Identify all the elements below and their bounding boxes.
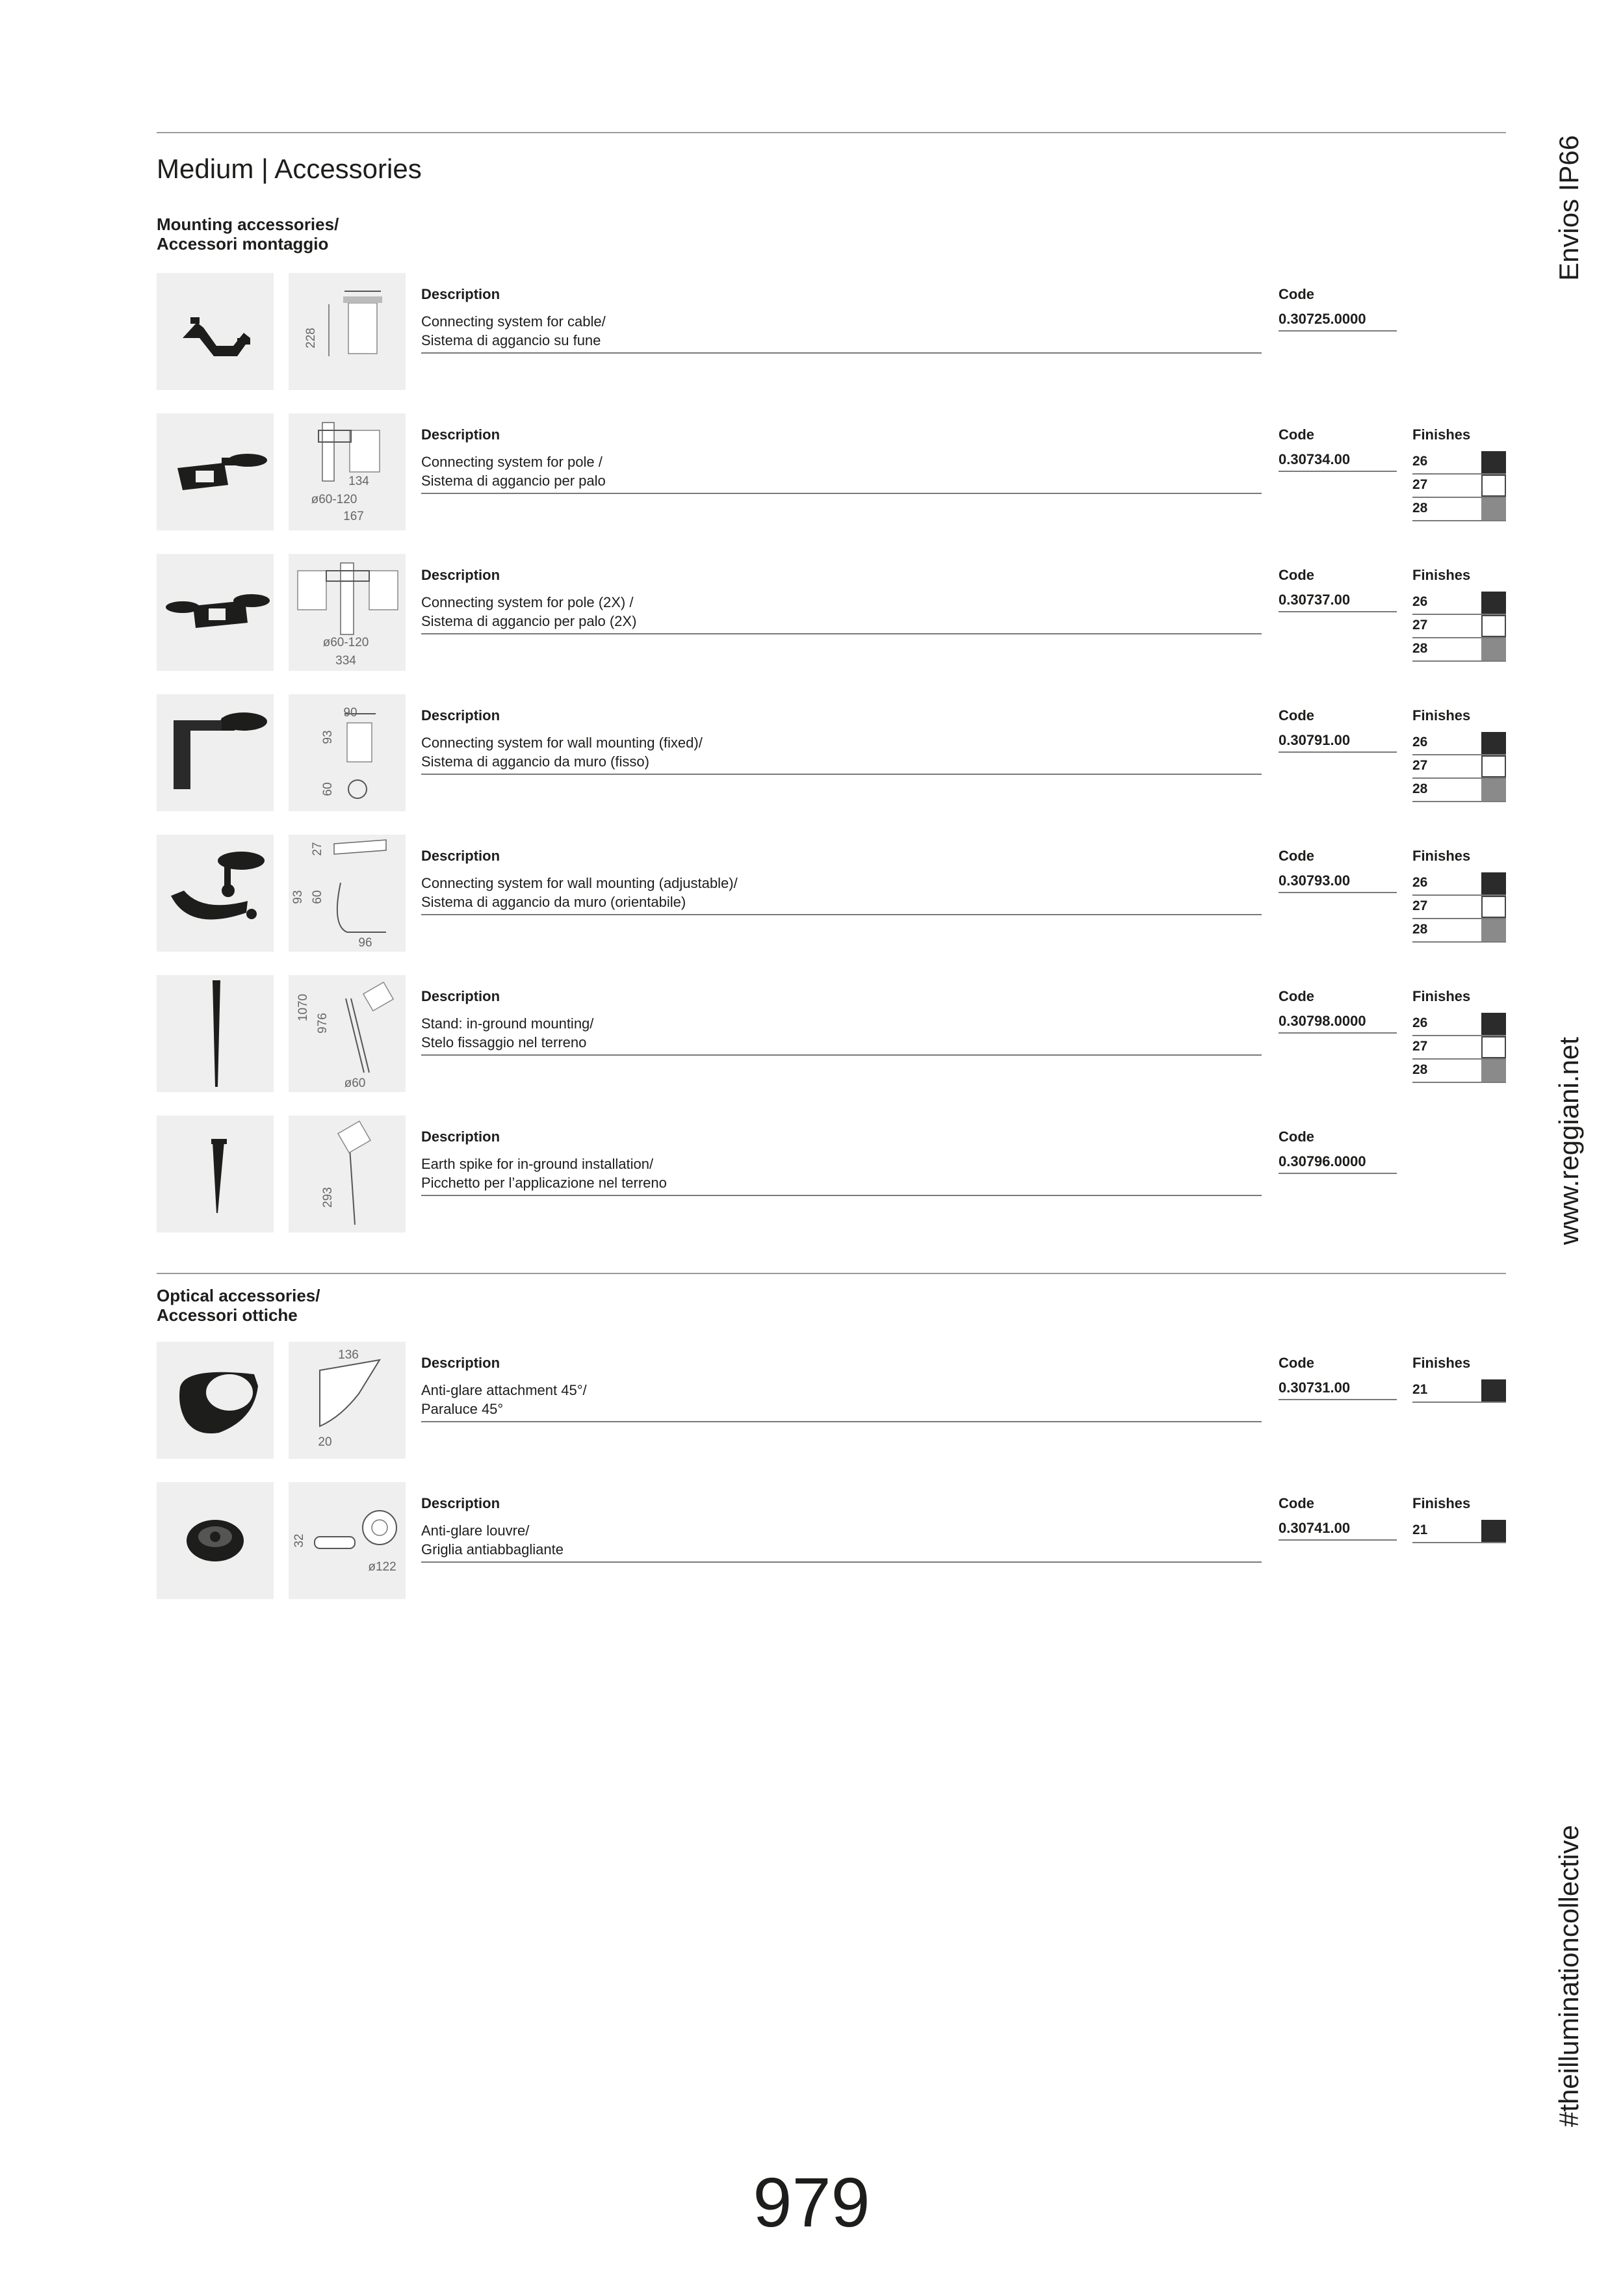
finish-option [1412, 919, 1506, 943]
code-label: Code [1279, 286, 1314, 302]
product-code: 0.30793.00 [1279, 872, 1397, 893]
description-en: Connecting system for wall mounting (fixed)/ [421, 735, 703, 751]
product-code: 0.30734.00 [1279, 451, 1397, 472]
finishes-list [1412, 872, 1506, 943]
description-label: Description [421, 1355, 500, 1371]
dimension-label: 20 [318, 1435, 332, 1449]
description-it: Stelo fissaggio nel terreno [421, 1034, 587, 1050]
code-label: Code [1279, 1355, 1314, 1371]
description-label: Description [421, 1128, 500, 1145]
dimension-label: ø60-120 [311, 493, 357, 506]
dimension-label: 976 [316, 1013, 330, 1034]
wall-bracket-fixed-icon [157, 694, 274, 811]
dimension-label: ø60 [344, 1076, 366, 1090]
finish-swatch [1481, 755, 1506, 777]
dimension-label: 134 [348, 475, 369, 488]
finish-swatch [1481, 615, 1506, 637]
code-label: Code [1279, 848, 1314, 864]
drawing-svg [289, 273, 406, 390]
product-description [421, 874, 1262, 915]
dimension-label: ø122 [368, 1560, 396, 1574]
finish-option [1412, 592, 1506, 615]
section-title-line: Accessori ottiche [157, 1305, 298, 1325]
finishes-label: Finishes [1412, 1495, 1471, 1511]
dimension-label: 136 [338, 1348, 359, 1362]
description-label: Description [421, 988, 500, 1004]
section-rule [157, 1273, 1506, 1274]
finish-option [1412, 732, 1506, 755]
description-it: Paraluce 45° [421, 1401, 504, 1417]
finishes-label: Finishes [1412, 707, 1471, 724]
finish-option [1412, 475, 1506, 498]
double-pole-connector-icon [157, 554, 274, 671]
section-title-optical [157, 1286, 320, 1325]
product-row [157, 273, 1506, 390]
product-row [157, 413, 1506, 530]
product-photo [157, 1115, 274, 1233]
product-photo [157, 835, 274, 952]
drawing-svg [289, 975, 406, 1092]
finishes-list [1412, 451, 1506, 521]
page-number: 979 [753, 2163, 870, 2241]
finish-option [1412, 1379, 1506, 1403]
description-en: Anti-glare louvre/ [421, 1522, 530, 1539]
description-label: Description [421, 286, 500, 302]
ground-stand-icon [157, 975, 274, 1092]
wall-bracket-adjustable-icon [157, 835, 274, 952]
code-label: Code [1279, 707, 1314, 724]
product-photo [157, 975, 274, 1092]
drawing-svg [289, 413, 406, 530]
finish-code: 26 [1412, 875, 1428, 890]
dimension-label: 228 [304, 328, 318, 348]
finish-option [1412, 1013, 1506, 1036]
finish-code: 28 [1412, 501, 1428, 515]
description-it: Sistema di aggancio per palo (2X) [421, 613, 637, 629]
product-photo [157, 413, 274, 530]
finish-swatch [1481, 896, 1506, 918]
product-photo [157, 554, 274, 671]
section-title-line: Optical accessories/ [157, 1286, 320, 1305]
code-label: Code [1279, 567, 1314, 583]
product-row [157, 975, 1506, 1092]
sidebar-product-line: Envios IP66 [1553, 135, 1584, 281]
finishes-label: Finishes [1412, 848, 1471, 864]
drawing-svg [289, 694, 406, 811]
finish-swatch [1481, 498, 1506, 520]
technical-drawing [289, 1482, 406, 1599]
drawing-svg [289, 1115, 406, 1233]
finish-code: 21 [1412, 1522, 1428, 1537]
product-description [421, 452, 1262, 494]
finish-code: 28 [1412, 781, 1428, 796]
product-description [421, 733, 1262, 775]
finish-option [1412, 451, 1506, 475]
finish-code: 27 [1412, 898, 1428, 913]
finishes-list [1412, 732, 1506, 802]
dimension-label: 32 [292, 1533, 306, 1548]
pole-connector-icon [157, 413, 274, 530]
code-label: Code [1279, 1128, 1314, 1145]
sidebar-website[interactable]: www.reggiani.net [1553, 1037, 1584, 1245]
technical-drawing [289, 273, 406, 390]
finish-option [1412, 755, 1506, 779]
dimension-label: 27 [311, 842, 324, 856]
finishes-list [1412, 1520, 1506, 1543]
finish-swatch [1481, 1036, 1506, 1058]
finish-option [1412, 1060, 1506, 1083]
dimension-label: 60 [321, 782, 335, 796]
description-en: Anti-glare attachment 45°/ [421, 1382, 587, 1398]
finish-swatch [1481, 592, 1506, 614]
finish-swatch [1481, 872, 1506, 894]
finish-code: 26 [1412, 594, 1428, 609]
technical-drawing [289, 975, 406, 1092]
finish-swatch [1481, 919, 1506, 941]
dimension-label: 93 [321, 730, 335, 744]
code-label: Code [1279, 1495, 1314, 1511]
finish-swatch [1481, 451, 1506, 473]
dimension-label: 293 [321, 1187, 335, 1208]
section-title-line: Mounting accessories/ [157, 215, 339, 234]
finish-swatch [1481, 1060, 1506, 1082]
product-description [421, 1521, 1262, 1563]
dimension-label: 96 [358, 936, 372, 950]
dimension-label: 1070 [296, 993, 310, 1022]
product-photo [157, 1342, 274, 1459]
section-title-line: Accessori montaggio [157, 234, 329, 254]
product-row [157, 1482, 1506, 1599]
finish-option [1412, 896, 1506, 919]
finish-swatch [1481, 779, 1506, 801]
product-row [157, 554, 1506, 671]
finishes-label: Finishes [1412, 426, 1471, 443]
dimension-label: 90 [343, 706, 357, 720]
finish-option [1412, 1520, 1506, 1543]
finish-swatch [1481, 732, 1506, 754]
description-it: Sistema di aggancio da muro (orientabile) [421, 894, 686, 910]
finishes-label: Finishes [1412, 988, 1471, 1004]
product-photo [157, 273, 274, 390]
description-label: Description [421, 426, 500, 443]
finish-code: 27 [1412, 758, 1428, 773]
sidebar-hashtag: #theilluminationcollective [1553, 1825, 1584, 2127]
finishes-label: Finishes [1412, 1355, 1471, 1371]
finishes-label: Finishes [1412, 567, 1471, 583]
description-en: Connecting system for pole / [421, 454, 603, 470]
product-photo [157, 694, 274, 811]
description-label: Description [421, 1495, 500, 1511]
finish-code: 21 [1412, 1382, 1428, 1397]
section-title-mounting [157, 215, 339, 254]
dimension-label: 334 [335, 654, 356, 668]
product-description [421, 593, 1262, 634]
finish-code: 26 [1412, 735, 1428, 750]
product-photo [157, 1482, 274, 1599]
finish-option [1412, 779, 1506, 802]
product-row [157, 1342, 1506, 1459]
finish-code: 27 [1412, 1039, 1428, 1054]
description-en: Stand: in-ground mounting/ [421, 1015, 594, 1032]
finish-code: 28 [1412, 1062, 1428, 1077]
product-code: 0.30798.0000 [1279, 1013, 1397, 1034]
technical-drawing [289, 1115, 406, 1233]
anti-glare-louvre-icon [157, 1482, 274, 1599]
finish-swatch [1481, 1520, 1506, 1542]
product-row [157, 1115, 1506, 1233]
finish-swatch [1481, 1013, 1506, 1035]
technical-drawing [289, 694, 406, 811]
product-description [421, 1155, 1262, 1196]
finish-code: 26 [1412, 1015, 1428, 1030]
product-code: 0.30791.00 [1279, 732, 1397, 753]
description-it: Sistema di aggancio per palo [421, 473, 606, 489]
technical-drawing [289, 413, 406, 530]
dimension-label: 60 [311, 890, 324, 904]
finish-swatch [1481, 638, 1506, 660]
product-code: 0.30796.0000 [1279, 1153, 1397, 1174]
product-code: 0.30731.00 [1279, 1379, 1397, 1400]
description-en: Earth spike for in-ground installation/ [421, 1156, 654, 1172]
dimension-label: 93 [291, 890, 305, 904]
finishes-list [1412, 1379, 1506, 1403]
finish-code: 27 [1412, 477, 1428, 492]
drawing-svg [289, 1342, 406, 1459]
drawing-svg [289, 1482, 406, 1599]
product-code: 0.30725.0000 [1279, 311, 1397, 332]
finish-option [1412, 872, 1506, 896]
description-label: Description [421, 567, 500, 583]
earth-spike-icon [157, 1115, 274, 1233]
finishes-list [1412, 592, 1506, 662]
description-en: Connecting system for cable/ [421, 313, 606, 330]
technical-drawing [289, 1342, 406, 1459]
description-label: Description [421, 848, 500, 864]
finish-code: 28 [1412, 641, 1428, 656]
product-description [421, 1014, 1262, 1056]
description-label: Description [421, 707, 500, 724]
top-rule [157, 132, 1506, 133]
finish-code: 26 [1412, 454, 1428, 469]
finish-code: 28 [1412, 922, 1428, 937]
description-it: Sistema di aggancio da muro (fisso) [421, 753, 649, 770]
product-row [157, 694, 1506, 811]
dimension-label: ø60-120 [322, 636, 369, 649]
description-en: Connecting system for wall mounting (adjustable)/ [421, 875, 738, 891]
technical-drawing [289, 835, 406, 952]
product-code: 0.30741.00 [1279, 1520, 1397, 1541]
finish-code: 27 [1412, 618, 1428, 633]
cable-connector-icon [157, 273, 274, 390]
anti-glare-attachment-icon [157, 1342, 274, 1459]
finish-option [1412, 638, 1506, 662]
drawing-svg [289, 835, 406, 952]
finish-swatch [1481, 1379, 1506, 1402]
technical-drawing [289, 554, 406, 671]
product-description [421, 1381, 1262, 1422]
product-code: 0.30737.00 [1279, 592, 1397, 612]
page-title: Medium | Accessories [157, 153, 422, 184]
dimension-label: 167 [343, 510, 364, 523]
finishes-list [1412, 1013, 1506, 1083]
finish-option [1412, 1036, 1506, 1060]
description-it: Sistema di aggancio su fune [421, 332, 601, 348]
finish-swatch [1481, 475, 1506, 497]
description-it: Picchetto per l’applicazione nel terreno [421, 1175, 667, 1191]
finish-option [1412, 615, 1506, 638]
product-description [421, 312, 1262, 354]
code-label: Code [1279, 988, 1314, 1004]
product-row [157, 835, 1506, 952]
code-label: Code [1279, 426, 1314, 443]
description-it: Griglia antiabbagliante [421, 1541, 564, 1558]
finish-option [1412, 498, 1506, 521]
description-en: Connecting system for pole (2X) / [421, 594, 634, 610]
drawing-svg [289, 554, 406, 671]
